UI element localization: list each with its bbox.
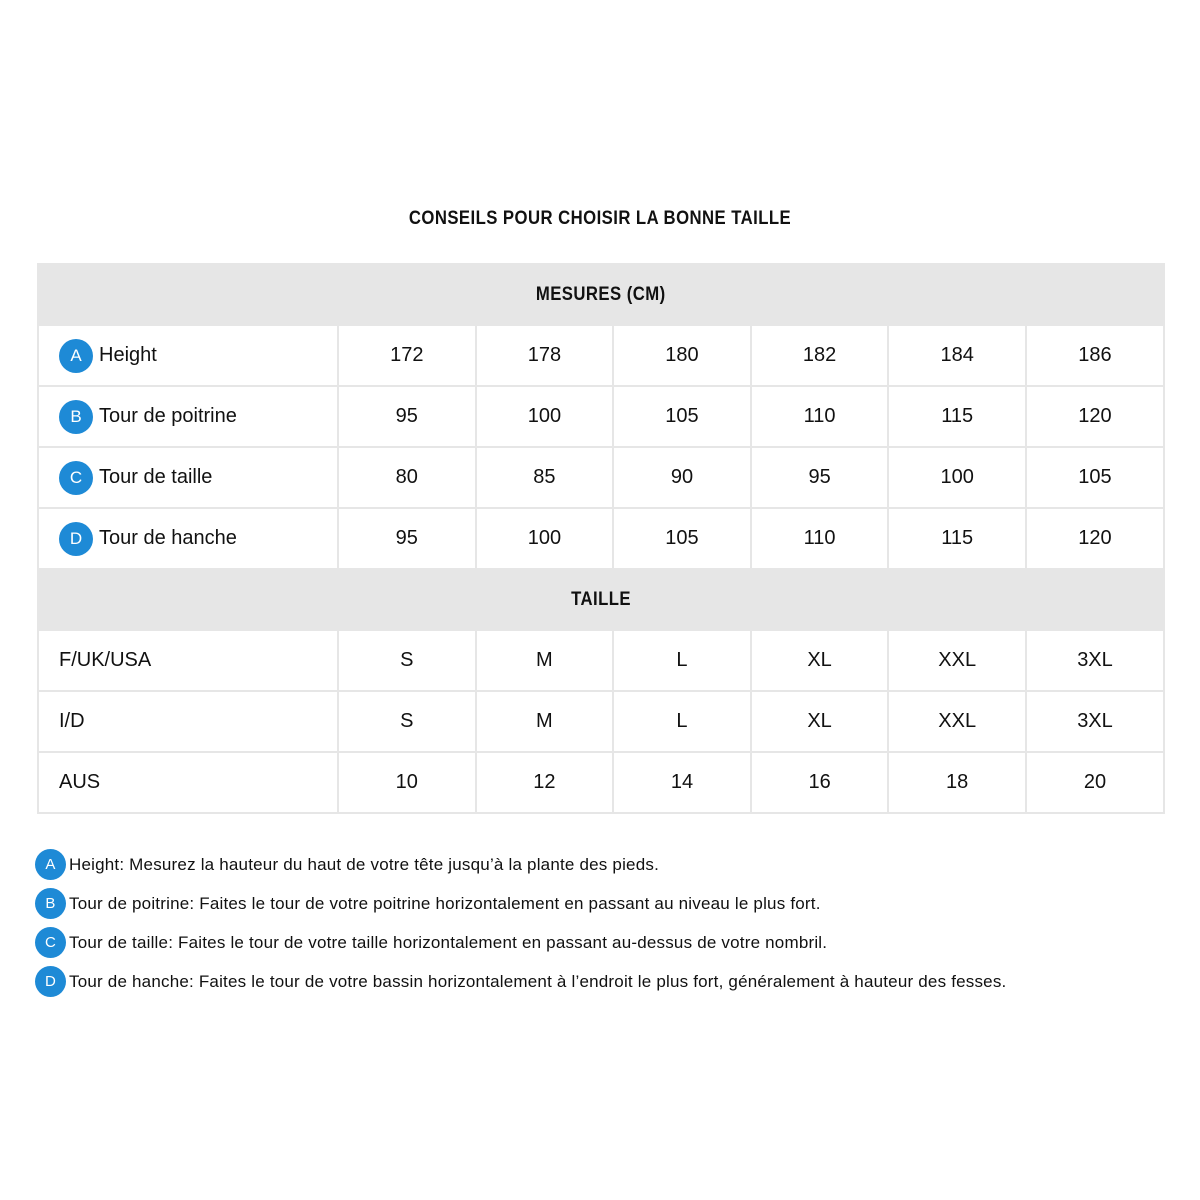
table-cell: L [613,691,751,752]
table-cell: 172 [338,325,476,386]
badge-a: A [59,339,93,373]
table-cell: 110 [751,508,889,569]
badge-c: C [59,461,93,495]
table-cell: 100 [476,386,614,447]
table-cell: 14 [613,752,751,813]
row-label-cell [38,447,338,508]
table-cell: 16 [751,752,889,813]
table-cell: L [613,630,751,691]
badge-b: B [59,400,93,434]
table-cell: 90 [613,447,751,508]
note-text: Tour de poitrine: Faites le tour de votre poitrine horizontalement en passant au niveau le plus fort. [69,893,821,913]
table-row [38,325,1164,386]
table-cell: 12 [476,752,614,813]
table-cell: 105 [613,508,751,569]
table-cell: XXL [888,630,1026,691]
table-cell: 3XL [1026,630,1164,691]
badge-d: D [59,522,93,556]
table-cell: M [476,691,614,752]
table-cell: 105 [1026,447,1164,508]
measures-header-row [38,264,1164,325]
table-cell: 18 [888,752,1026,813]
table-cell: 120 [1026,386,1164,447]
table-cell: 10 [338,752,476,813]
table-row [38,752,1164,813]
table-cell: 180 [613,325,751,386]
badge-c: C [35,927,66,958]
table-row [38,386,1164,447]
table-row [38,508,1164,569]
note-item [35,884,1175,923]
table-cell: 178 [476,325,614,386]
row-label: AUS [38,752,338,813]
row-label-cell [38,386,338,447]
table-cell: 120 [1026,508,1164,569]
measures-header-text: MESURES (CM) [536,283,666,305]
table-cell: 100 [888,447,1026,508]
measures-header [38,264,1164,325]
table-row [38,447,1164,508]
table-cell: 95 [338,508,476,569]
table-cell: 95 [751,447,889,508]
table-cell: 20 [1026,752,1164,813]
badge-b: B [35,888,66,919]
note-text: Height: Mesurez la hauteur du haut de votre tête jusqu’à la plante des pieds. [69,854,659,874]
table-cell: M [476,630,614,691]
row-label: Tour de poitrine [99,405,237,427]
table-cell: 105 [613,386,751,447]
table-cell: 100 [476,508,614,569]
row-label-cell [38,325,338,386]
sizes-header [38,569,1164,630]
table-cell: 115 [888,386,1026,447]
badge-d: D [35,966,66,997]
table-cell: 115 [888,508,1026,569]
table-row [38,630,1164,691]
row-label: Tour de taille [99,466,213,488]
page-title: CONSEILS POUR CHOISIR LA BONNE TAILLE [408,208,792,229]
row-label-cell [38,508,338,569]
sizes-header-text: TAILLE [571,588,631,610]
size-chart-table [37,263,1165,814]
note-item [35,923,1175,962]
table-cell: 95 [338,386,476,447]
measurement-notes [35,845,1175,1001]
note-item [35,845,1175,884]
sizes-header-row [38,569,1164,630]
table-cell: 110 [751,386,889,447]
table-cell: S [338,630,476,691]
table-cell: 85 [476,447,614,508]
table-cell: XL [751,630,889,691]
table-cell: 186 [1026,325,1164,386]
badge-a: A [35,849,66,880]
table-cell: 184 [888,325,1026,386]
row-label: Height [99,344,157,366]
table-cell: XL [751,691,889,752]
note-item [35,962,1175,1001]
table-cell: S [338,691,476,752]
table-cell: XXL [888,691,1026,752]
table-row [38,691,1164,752]
note-text: Tour de hanche: Faites le tour de votre bassin horizontalement à l’endroit le plus fort, généralement à hauteur des fesses. [69,971,1007,991]
table-cell: 3XL [1026,691,1164,752]
row-label: F/UK/USA [38,630,338,691]
row-label: Tour de hanche [99,527,237,549]
note-text: Tour de taille: Faites le tour de votre taille horizontalement en passant au-dessus de votre nombril. [69,932,828,952]
table-cell: 80 [338,447,476,508]
table-cell: 182 [751,325,889,386]
row-label: I/D [38,691,338,752]
